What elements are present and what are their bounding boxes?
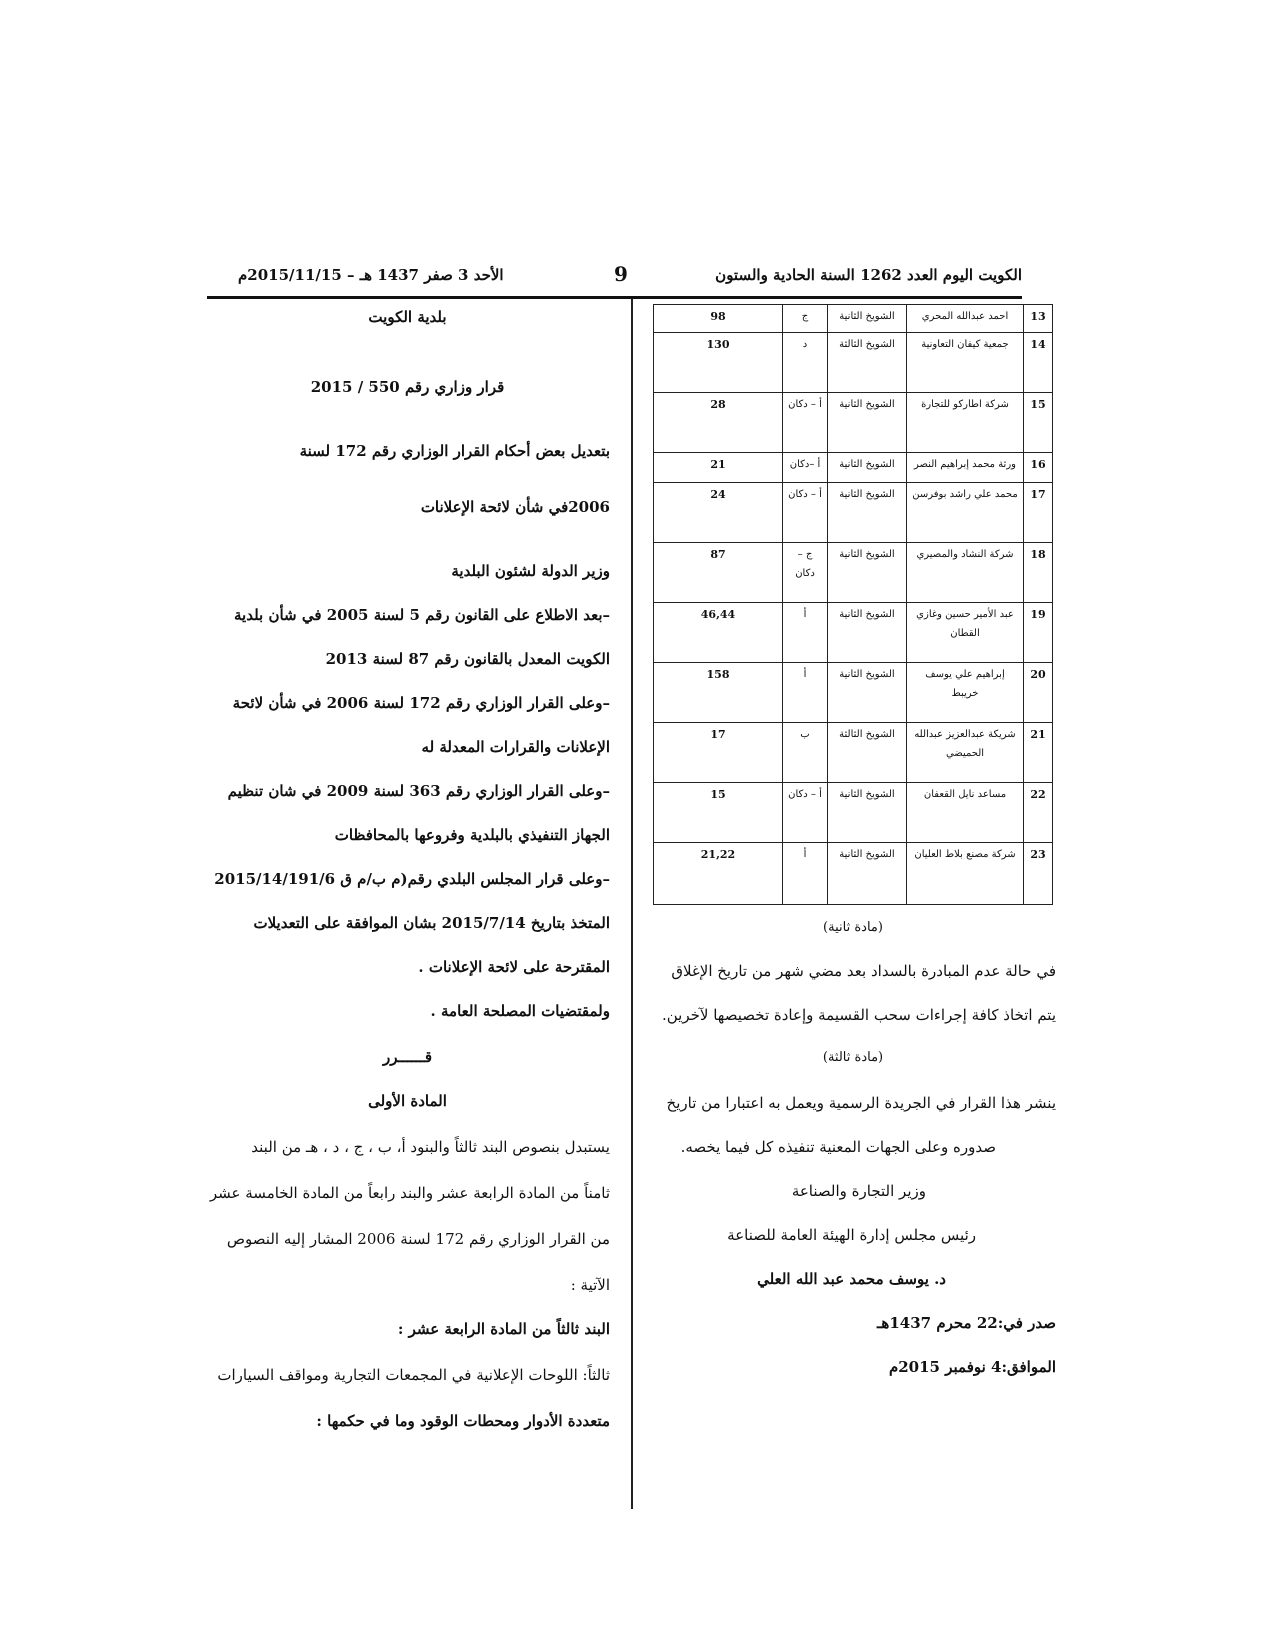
subject-line-2: 2006في شأن لائحة الإعلانات xyxy=(420,498,610,516)
article-1-line-3: من القرار الوزاري رقم 172 لسنة 2006 المشار إليه النصوص xyxy=(226,1230,610,1248)
row-size: 17 xyxy=(654,723,783,783)
preamble-2a: –وعلى القرار الوزاري رقم 172 لسنة 2006 في شأن لائحة xyxy=(232,694,610,712)
row-code: أ xyxy=(783,663,828,723)
issued-date: صدر في:22 محرم 1437هـ xyxy=(877,1314,1056,1332)
preamble-3a: –وعلى القرار الوزاري رقم 363 لسنة 2009 في شان تنظيم xyxy=(227,782,610,800)
row-name: شريكة عبدالعزيز عبدالله الحميضي xyxy=(907,723,1024,783)
row-area-type: الشويخ الثانية xyxy=(828,663,907,723)
row-area-type: الشويخ الثانية xyxy=(828,453,907,483)
row-name: شركة النشاد والمصيري xyxy=(907,543,1024,603)
row-area-type: الشويخ الثانية xyxy=(828,843,907,905)
article-3-heading: (مادة ثالثة) xyxy=(822,1050,884,1065)
article-1-line-4: الآتية : xyxy=(570,1276,610,1294)
row-size: 46,44 xyxy=(654,603,783,663)
row-number: 22 xyxy=(1024,783,1053,843)
article-1-line-1: يستبدل بنصوص البند ثالثاً والبنود أ، ب ، ج ، د ، هـ من البند xyxy=(251,1138,610,1156)
row-area-type: الشويخ الثانية xyxy=(828,783,907,843)
row-size: 98 xyxy=(654,305,783,333)
row-code: ج xyxy=(783,305,828,333)
org-title: بلدية الكويت xyxy=(368,308,447,326)
article-2-heading: (مادة ثانية) xyxy=(823,920,883,935)
preamble-4c: المقترحة على لائحة الإعلانات . xyxy=(418,958,610,976)
row-area-type: الشويخ الثانية xyxy=(828,483,907,543)
decision-title: قرار وزاري رقم 550 / 2015 xyxy=(310,378,505,396)
row-size: 15 xyxy=(654,783,783,843)
row-size: 21 xyxy=(654,453,783,483)
row-name: ورثة محمد إبراهيم النصر xyxy=(907,453,1024,483)
corresponding-date: الموافق:4 نوفمبر 2015م xyxy=(888,1358,1056,1376)
row-number: 16 xyxy=(1024,453,1053,483)
row-number: 17 xyxy=(1024,483,1053,543)
decided-heading: قــــــرر xyxy=(382,1048,433,1066)
preamble-1a: –بعد الاطلاع على القانون رقم 5 لسنة 2005 في شأن بلدية xyxy=(234,606,610,624)
row-code: د xyxy=(783,333,828,393)
row-name: شركة مصنع بلاط العليان xyxy=(907,843,1024,905)
row-size: 158 xyxy=(654,663,783,723)
right-column xyxy=(650,0,1056,1650)
row-number: 19 xyxy=(1024,603,1053,663)
minister-line: وزير الدولة لشئون البلدية xyxy=(451,562,610,580)
article-1-line-2: ثامناً من المادة الرابعة عشر والبند رابعاً من المادة الخامسة عشر xyxy=(209,1184,610,1202)
preamble-4a: –وعلى قرار المجلس البلدي رقم(م ب/م ق 2015/14/191/6 xyxy=(214,870,610,888)
row-code: أ –دكان xyxy=(783,453,828,483)
row-area-type: الشويخ الثانية xyxy=(828,305,907,333)
preamble-1b: الكويت المعدل بالقانون رقم 87 لسنة 2013 xyxy=(325,650,610,668)
row-name: احمد عبدالله المحري xyxy=(907,305,1024,333)
row-name: إبراهيم علي يوسف خريبط xyxy=(907,663,1024,723)
row-code: ب xyxy=(783,723,828,783)
item-title: البند ثالثاً من المادة الرابعة عشر : xyxy=(397,1320,610,1338)
page-number: 9 xyxy=(614,262,628,286)
row-number: 18 xyxy=(1024,543,1053,603)
row-size: 130 xyxy=(654,333,783,393)
row-area-type: الشويخ الثالثة xyxy=(828,723,907,783)
preamble-2b: الإعلانات والقرارات المعدلة له xyxy=(421,738,610,756)
row-name: عبد الأمير حسين وغازي القطان xyxy=(907,603,1024,663)
row-name: شركة اطاركو للتجارة xyxy=(907,393,1024,453)
row-number: 15 xyxy=(1024,393,1053,453)
row-code: أ – دكان xyxy=(783,783,828,843)
signature-title-1: وزير التجارة والصناعة xyxy=(791,1182,926,1200)
row-area-type: الشويخ الثالثة xyxy=(828,333,907,393)
header-issue: الكويت اليوم العدد 1262 السنة الحادية والستون xyxy=(715,266,1022,284)
row-name: جمعية كيفان التعاونية xyxy=(907,333,1024,393)
article-3-line-2: صدوره وعلى الجهات المعنية تنفيذه كل فيما يخصه. xyxy=(680,1138,996,1156)
row-area-type: الشويخ الثانية xyxy=(828,393,907,453)
signatory-name: د. يوسف محمد عبد الله العلي xyxy=(757,1270,946,1288)
article-1-heading: المادة الأولى xyxy=(368,1092,447,1110)
article-3-line-1: ينشر هذا القرار في الجريدة الرسمية ويعمل به اعتبارا من تاريخ xyxy=(666,1094,1056,1112)
row-code: أ xyxy=(783,603,828,663)
item-line-2: متعددة الأدوار ومحطات الوقود وما في حكمها : xyxy=(316,1412,610,1430)
row-code: أ xyxy=(783,843,828,905)
column-divider xyxy=(631,299,633,1509)
header-date: الأحد 3 صفر 1437 هـ – 2015/11/15م xyxy=(238,266,504,284)
preamble-3b: الجهاز التنفيذي بالبلدية وفروعها بالمحافظات xyxy=(334,826,610,844)
row-number: 13 xyxy=(1024,305,1053,333)
row-name: محمد علي راشد بوفرسن xyxy=(907,483,1024,543)
article-2-line-2: يتم اتخاذ كافة إجراءات سحب القسيمة وإعادة تخصيصها لآخرين. xyxy=(662,1006,1056,1024)
row-number: 21 xyxy=(1024,723,1053,783)
article-2-line-1: في حالة عدم المبادرة بالسداد بعد مضي شهر من تاريخ الإغلاق xyxy=(671,962,1056,980)
row-number: 23 xyxy=(1024,843,1053,905)
signature-title-2: رئيس مجلس إدارة الهيئة العامة للصناعة xyxy=(727,1226,976,1244)
item-line-1: ثالثاً: اللوحات الإعلانية في المجمعات التجارية ومواقف السيارات xyxy=(217,1366,610,1384)
row-area-type: الشويخ الثانية xyxy=(828,543,907,603)
row-code: أ – دكان xyxy=(783,483,828,543)
row-size: 21,22 xyxy=(654,843,783,905)
row-number: 14 xyxy=(1024,333,1053,393)
preamble-5: ولمقتضيات المصلحة العامة . xyxy=(430,1002,610,1020)
row-code: أ – دكان xyxy=(783,393,828,453)
row-number: 20 xyxy=(1024,663,1053,723)
row-size: 24 xyxy=(654,483,783,543)
row-size: 87 xyxy=(654,543,783,603)
row-name: مساعد نايل القعفان xyxy=(907,783,1024,843)
row-area-type: الشويخ الثانية xyxy=(828,603,907,663)
subject-line-1: بتعديل بعض أحكام القرار الوزاري رقم 172 لسنة xyxy=(299,442,610,460)
preamble-4b: المتخذ بتاريخ 2015/7/14 بشان الموافقة على التعديلات xyxy=(253,914,610,932)
row-size: 28 xyxy=(654,393,783,453)
row-code: ج – دكان xyxy=(783,543,828,603)
